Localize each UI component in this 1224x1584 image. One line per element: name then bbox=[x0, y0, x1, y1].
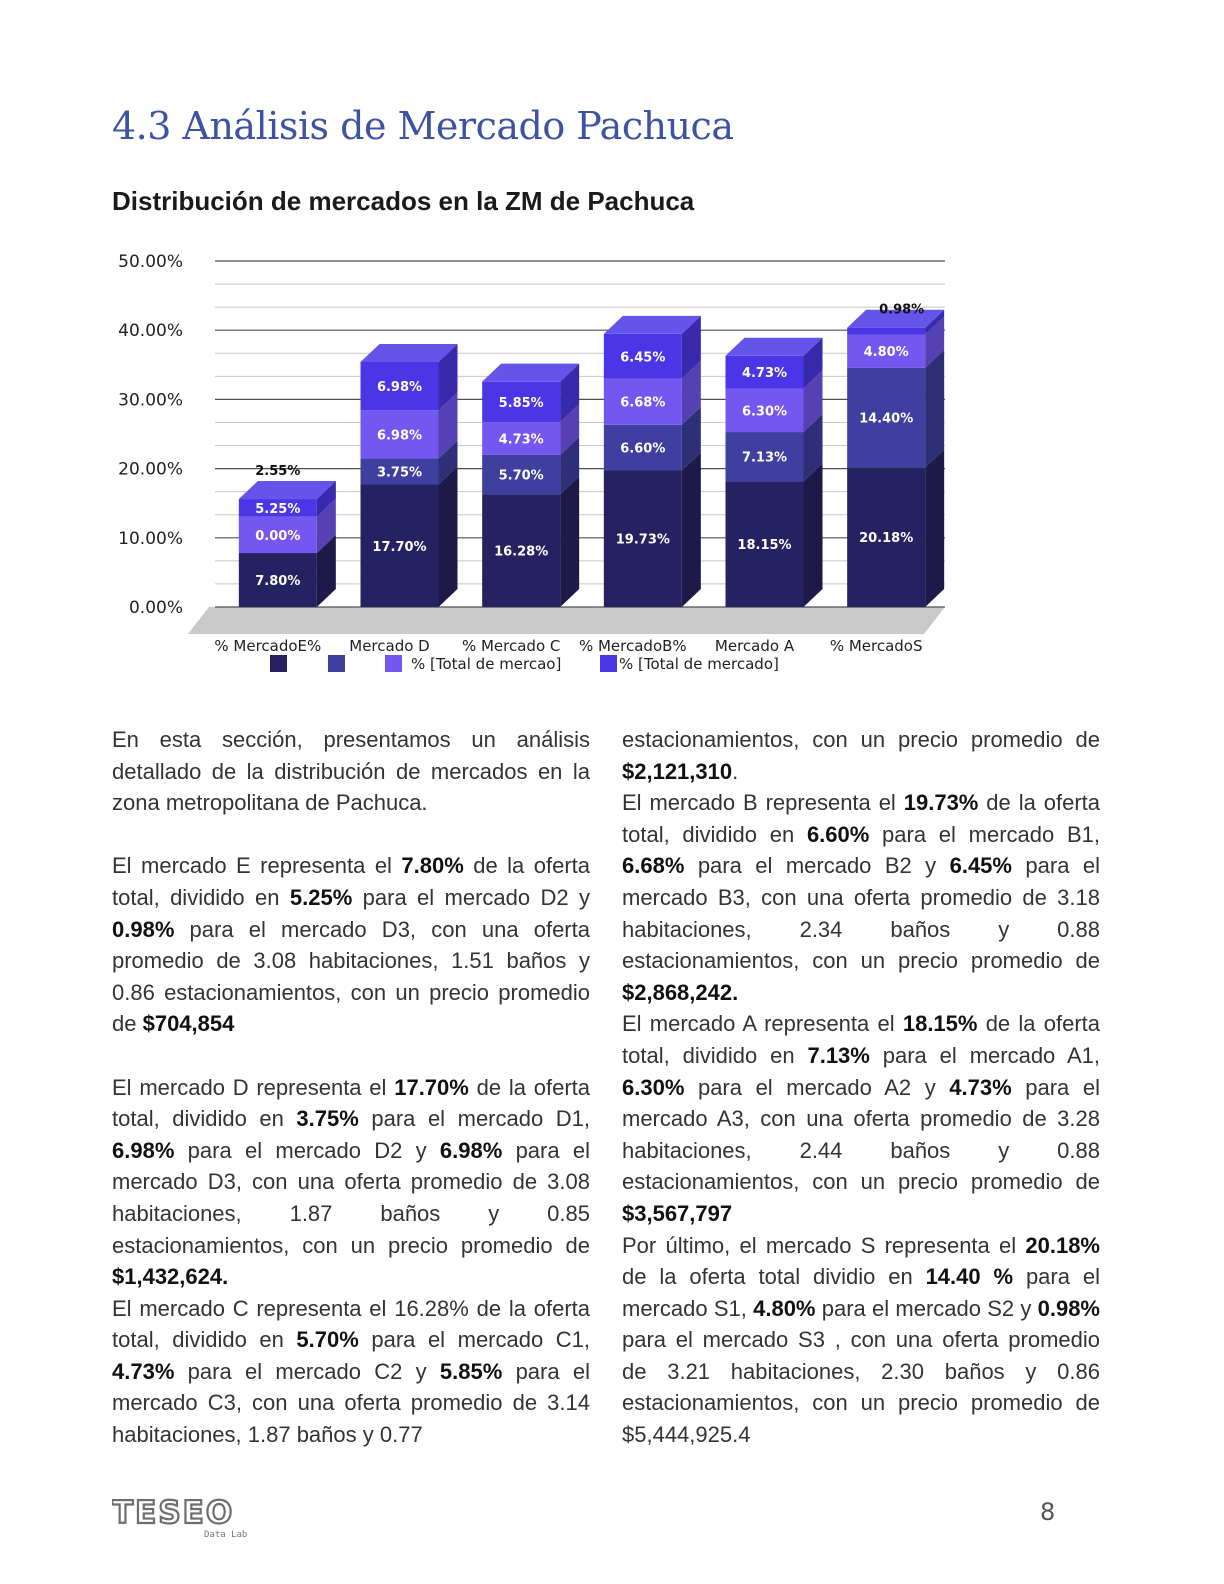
data-label: 0.00% bbox=[255, 528, 301, 544]
data-label: 6.98% bbox=[376, 380, 423, 396]
text-run: de la oferta total, dividido en bbox=[622, 790, 1100, 847]
data-label: 7.13% bbox=[741, 450, 788, 466]
bold-figure: $704,854 bbox=[142, 1011, 235, 1037]
bold-figure: 6.98% bbox=[112, 1137, 175, 1163]
data-label: 4.80% bbox=[863, 345, 909, 361]
x-category-label: % MercadoE% bbox=[214, 637, 322, 655]
data-label: 4.73% bbox=[498, 432, 544, 448]
data-label: 16.28% bbox=[494, 544, 549, 560]
text-run: para el mercado C1, bbox=[358, 1327, 590, 1353]
bar-side-face bbox=[925, 350, 944, 468]
teseo-logo bbox=[112, 1494, 272, 1540]
bold-figure: 4.73% bbox=[112, 1358, 175, 1384]
text-run: El mercado D representa el bbox=[112, 1074, 395, 1100]
chart-floor bbox=[188, 607, 945, 634]
text-run: El mercado A representa el bbox=[622, 1011, 903, 1037]
bold-figure: 4.73% bbox=[949, 1074, 1012, 1100]
paragraph-market-a bbox=[622, 1008, 1100, 1229]
x-category-label: % MercadoB% bbox=[578, 637, 687, 655]
text-run: El mercado E representa el bbox=[112, 853, 402, 879]
paragraph-intro bbox=[112, 724, 590, 819]
data-label: 17.70% bbox=[372, 539, 427, 555]
data-label: 6.45% bbox=[620, 350, 666, 366]
paragraph-market-b bbox=[622, 787, 1100, 1008]
data-label: 20.18% bbox=[859, 531, 914, 547]
text-run: de la oferta total, dividido en bbox=[112, 853, 590, 910]
text-run: para el mercado D1, bbox=[358, 1106, 590, 1132]
y-tick-label: 30.00% bbox=[118, 390, 183, 411]
text-run: para el mercado B2 y bbox=[684, 853, 950, 879]
data-label: 5.85% bbox=[498, 395, 544, 411]
logo-subtext: Data Lab bbox=[204, 1530, 248, 1540]
data-label: 4.73% bbox=[741, 366, 788, 382]
legend-label: % [Total de mercao] bbox=[411, 655, 562, 673]
text-run: de la oferta total dividio en bbox=[622, 1264, 926, 1290]
text-run: para el mercado B3, con una oferta promedio de 3.18 habitaciones, 2.34 baños y 0.88 estacionamientos, con un precio promedio de bbox=[622, 853, 1100, 974]
bold-figure: 5.25% bbox=[289, 884, 353, 910]
text-run: Por último, el mercado S representa el bbox=[622, 1232, 1026, 1258]
bold-figure: $1,432,624. bbox=[112, 1264, 229, 1290]
chart-title: Distribución de mercados en la ZM de Pachuca bbox=[112, 186, 695, 216]
bold-figure: 18.15% bbox=[902, 1011, 978, 1037]
bold-figure: 0.98% bbox=[112, 916, 175, 942]
paragraph-market-c-continued bbox=[622, 724, 1100, 787]
text-run: estacionamientos, con un precio promedio de bbox=[622, 727, 1100, 752]
x-category-label: % Mercado C bbox=[461, 637, 561, 655]
bold-figure: 6.30% bbox=[622, 1074, 685, 1100]
paragraph-market-s bbox=[622, 1230, 1100, 1451]
logo-text: TESEO bbox=[112, 1495, 235, 1531]
y-tick-label: 40.00% bbox=[118, 321, 183, 342]
text-run: para el mercado D3, con una oferta promedio de 3.08 habitaciones, 1.87 baños y 0.85 estacionamientos, con un precio promedio de bbox=[112, 1137, 590, 1258]
bold-figure: 3.75% bbox=[296, 1106, 359, 1132]
paragraph-market-d bbox=[112, 1072, 590, 1293]
bold-figure: 6.68% bbox=[622, 853, 685, 879]
paragraph-market-e bbox=[112, 850, 590, 1040]
bold-figure: 7.80% bbox=[401, 853, 464, 879]
text-run: de la oferta total, dividido en bbox=[622, 1011, 1101, 1068]
text-run: para el mercado B1, bbox=[869, 821, 1100, 847]
left-text-column bbox=[112, 724, 590, 1451]
x-category-label: Mercado D bbox=[349, 637, 430, 655]
bold-figure: 17.70% bbox=[394, 1074, 469, 1100]
bold-figure: 20.18% bbox=[1025, 1232, 1100, 1258]
legend-swatch bbox=[270, 655, 287, 672]
data-label: 6.60% bbox=[620, 441, 666, 457]
bold-figure: $2,868,242. bbox=[622, 979, 739, 1005]
data-label: 3.75% bbox=[376, 465, 423, 481]
text-run: En esta sección, presentamos un análisis detallado de la distribución de mercados en la zona metropolitana de Pachuca. bbox=[112, 727, 590, 816]
text-run: para el mercado S2 y bbox=[815, 1295, 1038, 1321]
data-label: 6.98% bbox=[376, 428, 423, 444]
section-title: 4.3 Análisis de Mercado Pachuca bbox=[112, 104, 734, 148]
right-text-column bbox=[622, 724, 1100, 1451]
y-tick-label: 20.00% bbox=[118, 459, 183, 480]
text-run: para el mercado D2 y bbox=[352, 884, 591, 910]
legend-swatch bbox=[328, 655, 345, 672]
text-run: para el mercado C3, con una oferta promedio de 3.14 habitaciones, 1.87 baños y 0.77 bbox=[112, 1358, 590, 1448]
bold-figure: 14.40 % bbox=[925, 1264, 1014, 1290]
text-run: de la oferta total, dividido en bbox=[112, 1074, 591, 1132]
legend-swatch bbox=[600, 655, 617, 672]
page-number: 8 bbox=[1040, 1498, 1056, 1526]
bold-figure: 19.73% bbox=[903, 790, 979, 816]
bar-side-face bbox=[439, 467, 458, 607]
y-tick-label: 10.00% bbox=[118, 528, 183, 549]
bar-side-face bbox=[560, 476, 579, 607]
bar-side-face bbox=[925, 449, 944, 607]
x-category-label: Mercado A bbox=[714, 637, 795, 655]
bold-figure: 0.98% bbox=[1037, 1295, 1100, 1321]
bar-side-face bbox=[682, 452, 701, 607]
data-label: 6.68% bbox=[620, 395, 666, 411]
bar-segment bbox=[847, 328, 925, 335]
market-distribution-chart bbox=[100, 240, 980, 700]
text-run: para el mercado D3, con una oferta promedio de 3.08 habitaciones, 1.51 baños y 0.86 estacionamientos, con un precio promedio de bbox=[112, 916, 590, 1037]
y-tick-label: 50.00% bbox=[118, 252, 183, 272]
text-run: El mercado C representa el 16.28% de la oferta total, dividido en bbox=[112, 1295, 590, 1353]
bold-figure: 7.13% bbox=[807, 1042, 870, 1068]
data-label: 0.98% bbox=[879, 302, 925, 318]
data-label: 6.30% bbox=[741, 404, 788, 420]
bold-figure: $2,121,310 bbox=[622, 758, 733, 784]
text-run: para el mercado S1, bbox=[622, 1264, 1100, 1321]
data-label: 18.15% bbox=[737, 538, 792, 554]
bold-figure: 5.70% bbox=[296, 1327, 359, 1353]
data-label: 14.40% bbox=[859, 411, 914, 427]
text-run: para el mercado A3, con una oferta promedio de 3.28 habitaciones, 2.44 baños y 0.88 estacionamientos, con un precio promedio de bbox=[622, 1074, 1100, 1195]
text-run: para el mercado D2 y bbox=[174, 1137, 440, 1163]
bold-figure: 5.85% bbox=[439, 1358, 503, 1384]
bar-side-face bbox=[804, 463, 823, 607]
data-label: 5.70% bbox=[498, 468, 544, 484]
data-label: 7.80% bbox=[255, 574, 301, 590]
bold-figure: 6.98% bbox=[439, 1137, 503, 1163]
bold-figure: $3,567,797 bbox=[622, 1200, 733, 1226]
y-tick-label: 0.00% bbox=[128, 598, 183, 618]
text-run: para el mercado A1, bbox=[869, 1042, 1100, 1068]
x-category-label: % MercadoS bbox=[829, 637, 923, 655]
data-label: 19.73% bbox=[615, 532, 670, 548]
legend-label: % [Total de mercado] bbox=[619, 655, 779, 673]
text-run: El mercado B representa el bbox=[622, 790, 904, 816]
legend-swatch bbox=[385, 655, 402, 672]
text-run: para el mercado A2 y bbox=[684, 1074, 950, 1100]
text-run: para el mercado S3 , con una oferta promedio de 3.21 habitaciones, 2.30 baños y 0.86 estacionamientos, con un precio promedio de $5,444,925.4 bbox=[622, 1327, 1100, 1448]
data-label: 5.25% bbox=[255, 501, 301, 517]
bold-figure: 6.60% bbox=[806, 821, 870, 847]
text-run: para el mercado C2 y bbox=[174, 1358, 440, 1384]
bold-figure: 4.80% bbox=[753, 1295, 816, 1321]
bold-figure: 6.45% bbox=[949, 853, 1012, 879]
data-label-above: 2.55% bbox=[255, 464, 301, 480]
paragraph-market-c bbox=[112, 1293, 590, 1451]
text-run: . bbox=[732, 758, 739, 784]
